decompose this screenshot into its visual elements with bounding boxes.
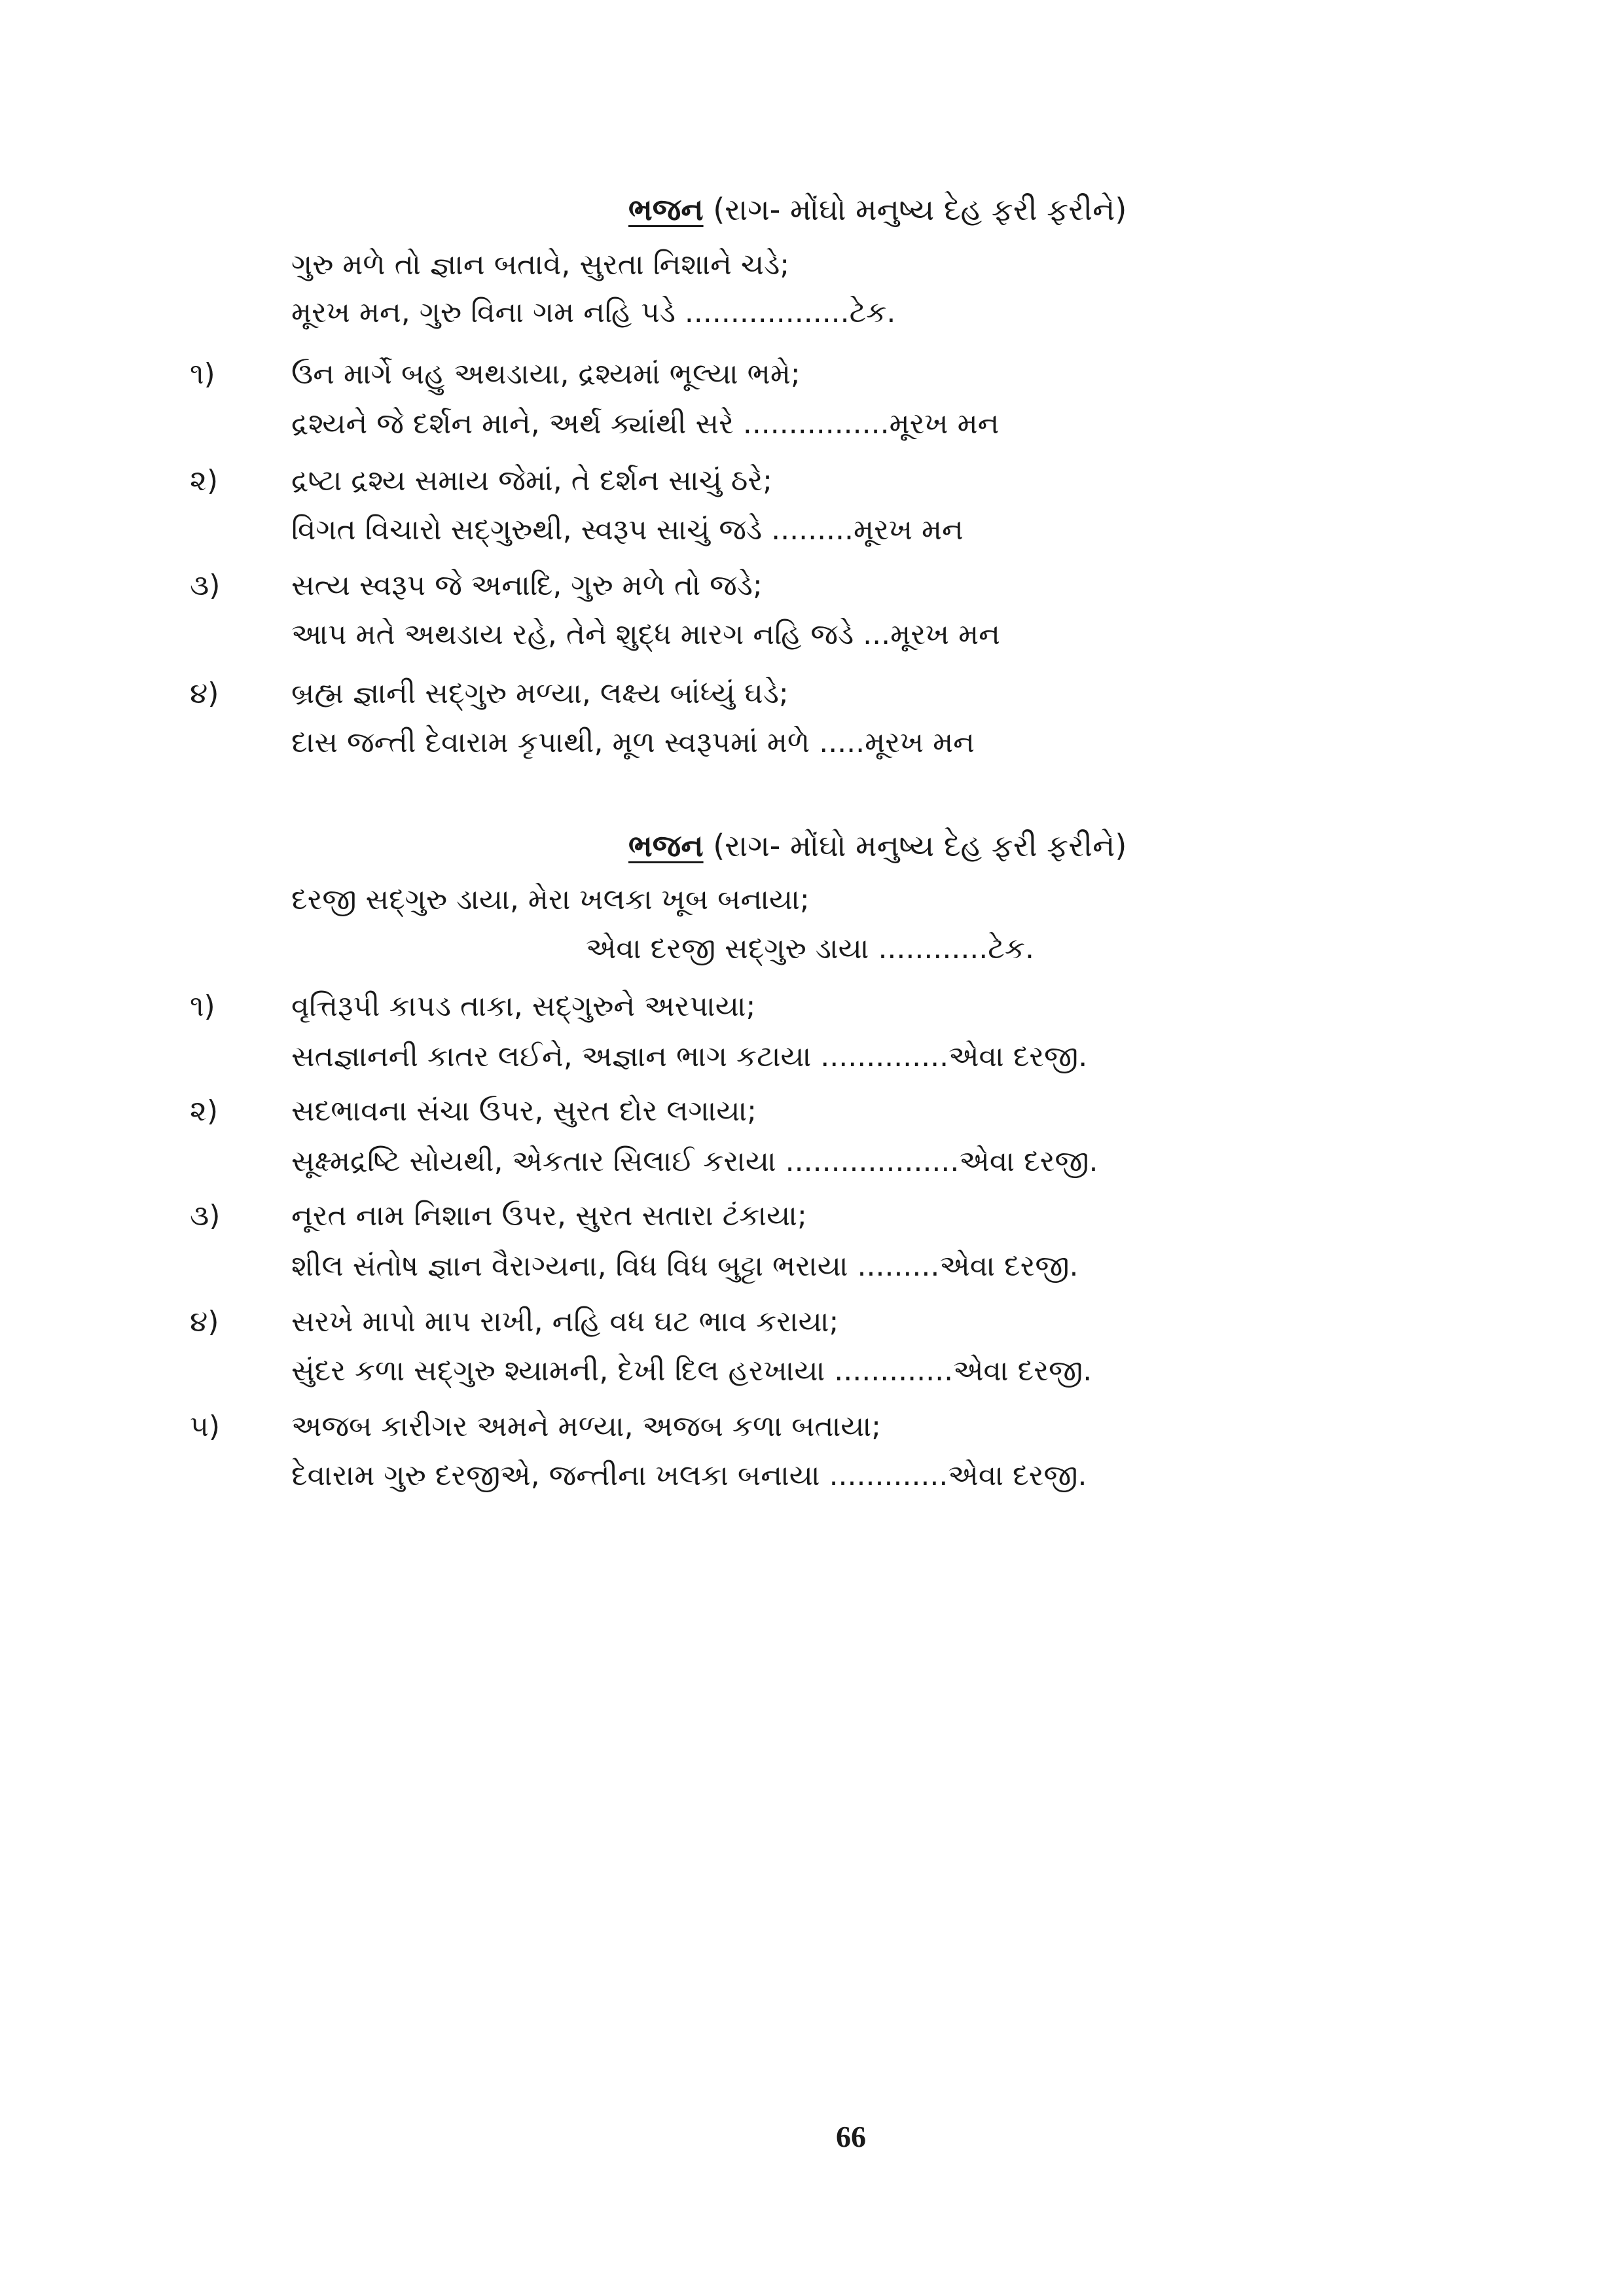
bhajan-2-stanza-5-line-2: દેવારામ ગુરુ દરજીએ, જન્તીના ખલકા બનાયા .............એવા દરજી.	[291, 1459, 1087, 1492]
bhajan-1-stanza-1-number: ૧)	[190, 357, 215, 391]
bhajan-1-title: ભજન	[628, 192, 704, 227]
bhajan-2-intro-line-1: દરજી સદ્‌ગુરુ ડાયા, મેરા ખલકા ખૂબ બનાયા;	[291, 883, 810, 916]
bhajan-1-stanza-2-line-2: વિગત વિચારો સદ્‌ગુરુથી, સ્વરૂપ સાચું જડે .........મૂરખ મન	[291, 513, 964, 547]
page-number: 66	[836, 2120, 866, 2153]
bhajan-1-stanza-4-number: ૪)	[190, 677, 219, 710]
bhajan-1-raag: (રાગ- મોંઘો મનુષ્ય દેહ ફરી ફરીને)	[713, 192, 1127, 227]
bhajan-2-title: ભજન	[628, 828, 704, 863]
bhajan-1-stanza-4-line-1: બ્રહ્મ જ્ઞાની સદ્‌ગુરુ મળ્યા, લક્ષ્ય બાંધ્યું ઘડે;	[291, 677, 789, 710]
bhajan-2-intro-line-2: એવા દરજી સદ્‌ગુરુ ડાયા ............ટેક.	[586, 932, 1034, 965]
bhajan-2-stanza-2-line-1: સદભાવના સંચા ઉપર, સુરત દોર લગાયા;	[291, 1094, 757, 1128]
bhajan-2-stanza-4-line-2: સુંદર કળા સદ્‌ગુરુ શ્યામની, દેખી દિલ હરખાયા .............એવા દરજી.	[291, 1354, 1092, 1388]
bhajan-2-stanza-5-number: ૫)	[190, 1410, 221, 1443]
bhajan-2-stanza-4-line-1: સરખે માપો માપ રાખી, નહિ વધ ઘટ ભાવ કરાયા;	[291, 1305, 839, 1338]
bhajan-2-heading	[628, 826, 1127, 865]
bhajan-1-intro-line-1: ગુરુ મળે તો જ્ઞાન બતાવે, સુરતા નિશાને ચડે;	[291, 248, 790, 281]
bhajan-1-stanza-1-line-2: દ્રશ્યને જે દર્શન માને, અર્થ ક્યાંથી સરે ................મૂરખ મન	[291, 407, 1000, 440]
bhajan-1-stanza-2-line-1: દ્રષ્ટા દ્રશ્ય સમાય જેમાં, તે દર્શન સાચું ઠરે;	[291, 464, 772, 497]
bhajan-2-stanza-5-line-1: અજબ કારીગર અમને મળ્યા, અજબ કળા બતાયા;	[291, 1410, 881, 1443]
bhajan-2-stanza-1-line-2: સતજ્ઞાનની કાતર લઈને, અજ્ઞાન ભાગ કટાયા ..............એવા દરજી.	[291, 1040, 1088, 1073]
bhajan-1-stanza-3-line-2: આપ મતે અથડાય રહે, તેને શુદ્ધ મારગ નહિ જડે ...મૂરખ મન	[291, 618, 1000, 651]
bhajan-2-stanza-3-line-2: શીલ સંતોષ જ્ઞાન વૈરાગ્યના, વિધ વિધ બુટ્ટા ભરાયા .........એવા દરજી.	[291, 1249, 1079, 1283]
bhajan-1-heading	[628, 190, 1127, 229]
bhajan-1-stanza-1-line-1: ઉન માર્ગે બહુ અથડાયા, દ્રશ્યમાં ભૂલ્યા ભમે;	[291, 357, 801, 391]
bhajan-1-stanza-3-number: ૩)	[190, 569, 221, 602]
bhajan-2-stanza-1-line-1: વૃત્તિરૂપી કાપડ તાકા, સદ્‌ગુરુને અરપાયા;	[291, 990, 756, 1023]
bhajan-2-stanza-2-number: ૨)	[190, 1094, 218, 1128]
bhajan-1-stanza-4-line-2: દાસ જન્તી દેવારામ કૃપાથી, મૂળ સ્વરૂપમાં મળે .....મૂરખ મન	[291, 726, 975, 759]
bhajan-2-stanza-2-line-2: સૂક્ષ્મદ્રષ્ટિ સોયથી, એકતાર સિલાઈ કરાયા ...................એવા દરજી.	[291, 1145, 1098, 1178]
bhajan-2-stanza-1-number: ૧)	[190, 990, 215, 1023]
bhajan-1-intro-line-2: મૂરખ મન, ગુરુ વિના ગમ નહિ પડે ..................ટેક.	[291, 296, 896, 329]
bhajan-1-stanza-3-line-1: સત્ય સ્વરૂપ જે અનાદિ, ગુરુ મળે તો જડે;	[291, 569, 763, 602]
bhajan-1-stanza-2-number: ૨)	[190, 464, 218, 497]
bhajan-2-stanza-4-number: ૪)	[190, 1305, 219, 1338]
bhajan-2-raag: (રાગ- મોંઘો મનુષ્ય દેહ ફરી ફરીને)	[713, 828, 1127, 863]
bhajan-2-stanza-3-number: ૩)	[190, 1199, 221, 1232]
bhajan-2-stanza-3-line-1: નૂરત નામ નિશાન ઉપર, સુરત સતારા ટંકાયા;	[291, 1199, 807, 1232]
